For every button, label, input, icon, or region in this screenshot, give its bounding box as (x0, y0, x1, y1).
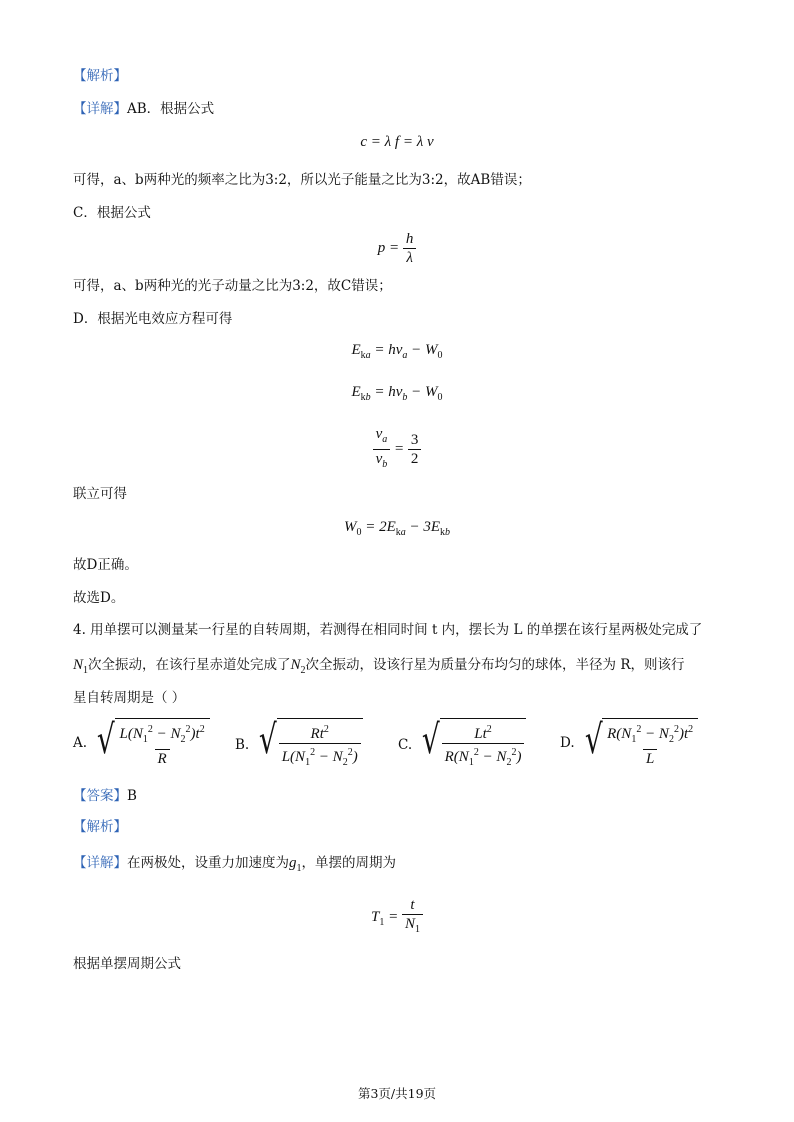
text-line-5: D．根据光电效应方程可得 (73, 311, 233, 327)
formula-ratio: $\frac{\nu_a}{\nu_b}$ = $\frac{3}{2}$ (0, 425, 794, 474)
formula-momentum: p = $\frac{h}{\lambda}$ (0, 230, 794, 267)
analysis-tag: 【解析】 (73, 68, 127, 84)
detail-2-text-b: ，单摆的周期为 (301, 855, 396, 871)
option-b: B. √ $\frac{Rt^2}{L(N_1^2 - N_2^2)}$ (235, 718, 363, 772)
text-line-6: 联立可得 (73, 486, 127, 502)
text-line-2: 可得，a、b两种光的频率之比为3:2，所以光子能量之比为3:2，故AB错误； (73, 172, 531, 188)
page-footer: 第3页/共19页 (357, 1086, 437, 1101)
text-line-8: 故选D。 (73, 590, 125, 606)
analysis-tag-2: 【解析】 (73, 819, 127, 835)
question-4-text-c: 次全振动，设该行星为质量分布均匀的球体，半径为 R，则该行 (305, 657, 685, 673)
detail-tag-2: 【详解】 (73, 855, 127, 871)
option-a: A. √ $\frac{L(N_1^2 - N_2^2)t^2}{R}$ (73, 718, 210, 768)
question-4-line-2: $N_1$次全振动，在该行星赤道处完成了$N_2$次全振动，设该行星为质量分布均匀的球体，半径为 R，则该行 (73, 657, 685, 676)
text-line-4: 可得，a、b两种光的光子动量之比为3:2，故C错误； (73, 278, 392, 294)
text-line-3: C．根据公式 (73, 205, 151, 221)
detail-line-1 (73, 99, 214, 119)
formula-c-lambda-f: c = λ f = λ ν (360, 134, 434, 150)
answer-value: B (127, 788, 137, 804)
question-4-line-1: 4. 用单摆可以测量某一行星的自转周期，若测得在相同时间 t 内，摆长为 L 的单摆在该行星两极处完成了 (73, 622, 703, 638)
formula-ekb: $E_{kb} = h\nu_b - W_0$ (351, 384, 443, 403)
answer-line (73, 786, 137, 806)
option-d: D. √ $\frac{R(N_1^2 - N_2^2)t^2}{L}$ (560, 718, 698, 768)
answer-tag: 【答案】 (73, 788, 127, 804)
text-line-pendulum: 根据单摆周期公式 (73, 956, 181, 972)
formula-eka: $E_{ka} = h\nu_a - W_0$ (351, 342, 443, 361)
detail-tag: 【详解】 (73, 101, 127, 117)
question-4-line-3: 星自转周期是（ ） (73, 690, 186, 706)
formula-t1: $T_1$ = $\frac{t}{N_1}$ (0, 896, 794, 939)
detail-2-text: 在两极处，设重力加速度为 (127, 855, 289, 871)
text-line-7: 故D正确。 (73, 557, 138, 573)
question-4-text-b: 次全振动，在该行星赤道处完成了 (88, 657, 291, 673)
formula-w0: $W_0 = 2E_{ka} - 3E_{kb}$ (343, 519, 451, 538)
detail-line-2: 【详解】在两极处，设重力加速度为$g_1$，单摆的周期为 (73, 855, 396, 874)
detail-text: AB．根据公式 (127, 101, 215, 117)
option-c: C. √ $\frac{Lt^2}{R(N_1^2 - N_2^2)}$ (398, 718, 526, 772)
